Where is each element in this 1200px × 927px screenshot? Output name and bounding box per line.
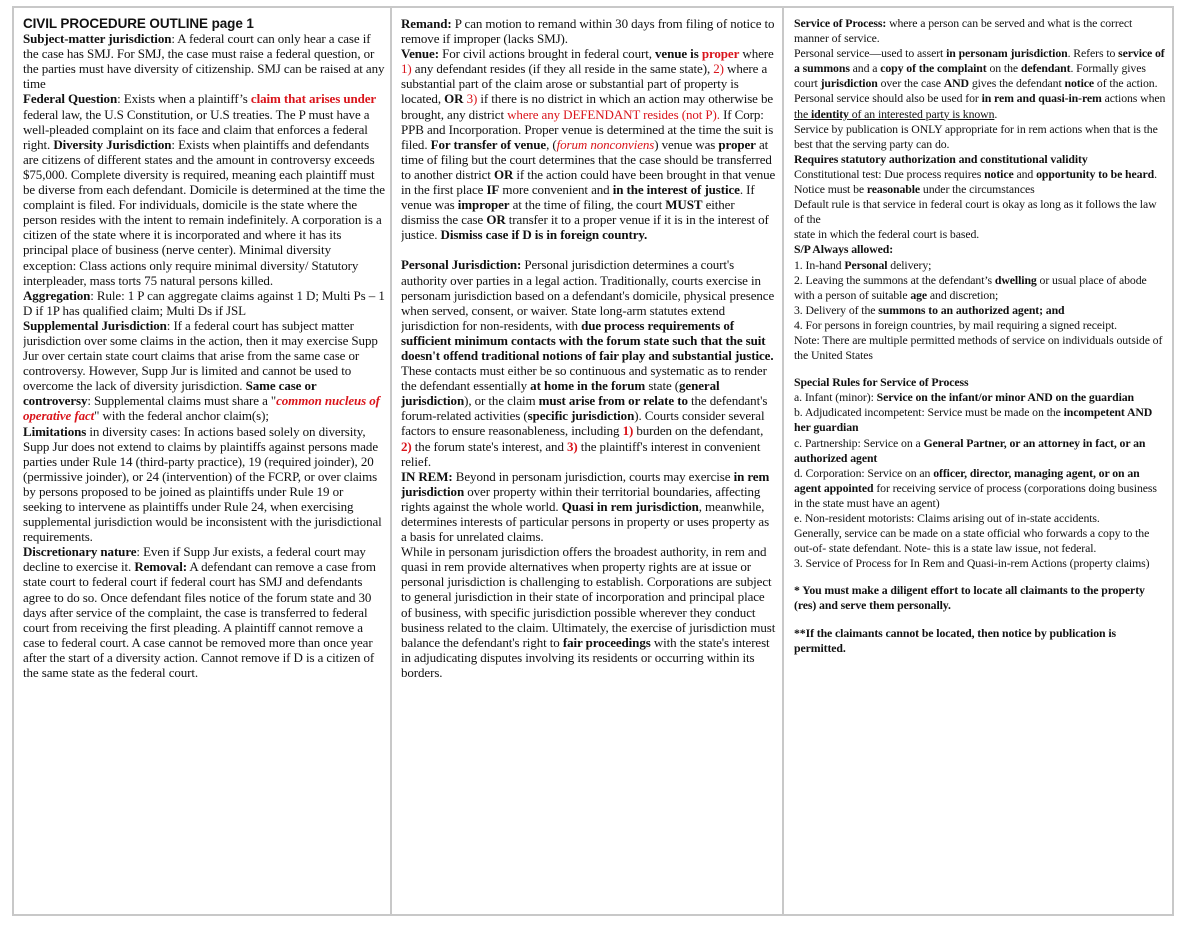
column-divider [782, 8, 784, 914]
diligent-effort-note: * You must make a diligent effort to locate all claimants to the property (res) and serve them personally. [794, 583, 1145, 613]
discretionary-removal-paragraph: Discretionary nature: Even if Supp Jur exists, a federal court may decline to exercise it. Removal: A defendant can remove a case from state court to federal court if federal court has SMJ and defendants agree to do so. Once defendant files notice of the forum state and 30 days after service of the complaint, the case is transferred to federal court from receiving the first pleading. A plaintiff cannot remove a case to federal court. A case cannot be removed more than once year after the start of a diversity action. Cannot remove if D is a citizen of the same state as the federal court. [23, 544, 376, 681]
personal-service-in-rem-paragraph: Personal service should also be used for in rem and quasi-in-rem actions when the identity of an interested party is known. [794, 91, 1166, 121]
allowed-item-2: 2. Leaving the summons at the defendant’s dwelling or usual place of abode with a person of suitable age and discretion; [794, 272, 1147, 302]
special-rule-d: d. Corporation: Service on an officer, director, managing agent, or on an agent appointed for receiving service of process (corporations doing business in the state must have an agent) [794, 465, 1157, 510]
remand-paragraph: Remand: P can motion to remand within 30 days from filing of notice to remove if improper (lacks SMJ). [401, 16, 775, 47]
always-allowed-heading: S/P Always allowed: [794, 242, 894, 257]
outline-page [12, 6, 1174, 916]
special-rule-b: b. Adjudicated incompetent: Service must be made on the incompetent AND her guardian [794, 405, 1153, 435]
in-rem-service-paragraph: 3. Service of Process for In Rem and Quasi-in-rem Actions (property claims) [794, 556, 1150, 571]
default-rule-paragraph-cont: state in which the federal court is based. [794, 227, 980, 242]
allowed-item-4: 4. For persons in foreign countries, by mail requiring a signed receipt. [794, 317, 1118, 332]
personal-service-paragraph: Personal service—used to assert in personam jurisdiction. Refers to service of a summons and a copy of the complaint on the defendant. Formally gives court jurisdiction over the case AND gives the defendant notice of the action. [794, 46, 1165, 91]
smj-paragraph: Subject-matter jurisdiction: A federal court can only hear a case if the case has SMJ. For SMJ, the case must raise a federal question, or the parties must have diversity of citizenship. SMJ can be raised at any time [23, 31, 385, 92]
federal-question-paragraph: Federal Question: Exists when a plaintiff’s claim that arises under federal law, the U.S Constitution, or U.S treaties. The P must have a well-pleaded complaint on its face and claim that enforces a federal right. Diversity Jurisdiction: Exists when plaintiffs and defendants are citizens of different states and the amount in controversy exceeds $75,000. Complete diversity is required, meaning each plaintiff must be diverse from each defendant. Domicile is determined at the time the complaint is filed. For individuals, domicile is the state where the person resides with the intent to remain indefinitely. A corporation is a citizen of the state where it is incorporated and where it has its principal place of business (nerve center). Minimal diversity exception: Class actions only require minimal diversity/ Statutory interpleader, mass torts 75 natural persons killed. [23, 91, 385, 288]
jurisdiction-summary-paragraph: While in personam jurisdiction offers the broadest authority, in rem and quasi in rem provide alternatives when property rights are at issue or personal jurisdiction is challenging to establish. Corporations are subject to general jurisdiction in their state of incorporation and principal place of business, with specific jurisdiction possible wherever they conduct business related to the claim. Ultimately, the exercise of jurisdiction must balance the defendant's right to fair proceedings with the state's interest in adjudicating disputes involving its residents or occurring within its borders. [401, 544, 776, 680]
special-rule-a: a. Infant (minor): Service on the infant/or minor AND on the guardian [794, 390, 1135, 405]
aggregation-paragraph: Aggregation: Rule: 1 P can aggregate claims against 1 D; Multi Ps – 1 D if 1P has qualified claim; Multi Ds if JSL [23, 287, 385, 318]
venue-paragraph: Venue: For civil actions brought in federal court, venue is proper where 1) any defendant resides (if they all reside in the same state), 2) where a substantial part of the claim arose or substantial part of property is located, OR 3) if there is no district in which an action may otherwise be brought, any district where any DEFENDANT resides (not P). If Corp: PPB and Incorporation. Proper venue is determined at the time the suit is filed. For transfer of venue, (forum nonconviens) venue was proper at time of filing but the court determines that the case should be transferred to another district OR if the action could have been brought in that venue in the first place IF more convenient and in the interest of justice. If venue was improper at the time of filing, the court MUST either dismiss the case OR transfer it to a proper venue if it is in the interest of justice. Dismiss case if D is in foreign country. [401, 46, 776, 243]
statutory-authorization-heading: Requires statutory authorization and constitutional validity [794, 151, 1088, 166]
column-divider [390, 8, 392, 914]
allowed-item-3: 3. Delivery of the summons to an authorized agent; and [794, 302, 1065, 317]
limitations-paragraph: Limitations in diversity cases: In actions based solely on diversity, Supp Jur does not extend to claims by plaintiffs against persons made parties under Rule 14 (third-party practice), 19 (required joinder), 20 (permissive joinder), or 24 (intervention) of the FCRP, or over claims by persons proposed to be joined as plaintiffs under Rule 19 or seeking to intervene as plaintiffs under Rule 24, when exercising supplemental jurisdiction would be inconsistent with the jurisdictional requirements. [23, 423, 382, 545]
publication-permitted-note: **If the claimants cannot be located, then notice by publication is permitted. [794, 625, 1116, 655]
state-official-paragraph: Generally, service can be made on a state official who forwards a copy to the out-of- state defendant. Note- this is a state law issue, not federal. [794, 526, 1150, 556]
note-paragraph: Note: There are multiple permitted methods of service on individuals outside of the United States [794, 332, 1163, 363]
column-2 [401, 16, 776, 908]
special-rule-e: e. Non-resident motorists: Claims arising out of in-state accidents. [794, 511, 1100, 525]
column-1 [23, 16, 385, 908]
personal-jurisdiction-paragraph: Personal Jurisdiction: Personal jurisdiction determines a court's authority over parties in a legal action. Traditionally, courts exercise in personam jurisdiction based on a defendant's domicile, physical presence when served, consent, or waiver. State long-arm statutes extend jurisdiction for non-residents, with due process requirements of sufficient minimum contacts with the forum state such that the suit doesn't offend traditional notions of fair play and substantial justice. These contacts must either be so continuous and systematic as to render the defendant essentially at home in the forum state (general jurisdiction), or the claim must arise from or relate to the defendant's forum-related activities (specific jurisdiction). Courts consider several factors to ensure reasonableness, including 1) burden on the defendant, 2) the forum state's interest, and 3) the plaintiff's interest in convenient relief. [401, 257, 775, 469]
constitutional-test-paragraph: Constitutional test: Due process requires notice and opportunity to be heard. Notice must be reasonable under the circumstances [794, 166, 1157, 197]
supplemental-jurisdiction-paragraph: Supplemental Jurisdiction: If a federal court has subject matter jurisdiction over some claims in the action, then it may exercise Supp Jur over certain state court claims that arise from the same case or controversy. However, Supp Jur is limited and cannot be used to overcome the lack of diversity jurisdiction. Same case or controversy: Supplemental claims must share a "common nucleus of operative fact" with the federal anchor claim(s); [23, 317, 380, 424]
publication-paragraph: Service by publication is ONLY appropriate for in rem actions when that is the best that the serving party can do. [794, 121, 1158, 151]
allowed-item-1: 1. In-hand Personal delivery; [794, 257, 932, 272]
service-of-process-paragraph: Service of Process: where a person can be served and what is the correct manner of service. [794, 16, 1133, 46]
default-rule-paragraph: Default rule is that service in federal court is okay as long as it follows the law of the [794, 197, 1157, 227]
special-rules-heading: Special Rules for Service of Process [794, 375, 969, 390]
in-rem-paragraph: IN REM: Beyond in personam jurisdiction, courts may exercise in rem jurisdiction over property within their territorial boundaries, affecting rights against the whole world. Quasi in rem jurisdiction, meanwhile, determines interests of particular persons in property or uses property as a basis for unrelated claims. [401, 468, 770, 545]
page-title: CIVIL PROCEDURE OUTLINE page 1 [23, 16, 254, 31]
column-3 [794, 16, 1168, 908]
special-rule-c: c. Partnership: Service on a General Partner, or an attorney in fact, or an authorized agent [794, 435, 1146, 465]
